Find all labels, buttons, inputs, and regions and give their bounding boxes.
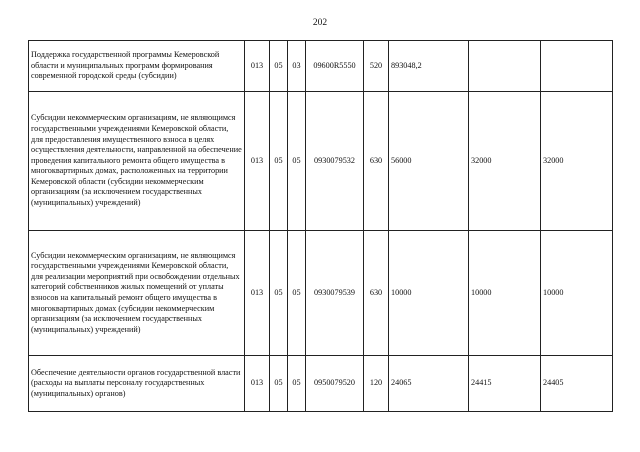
- table-row: [29, 231, 613, 356]
- sum-year-3: [541, 41, 613, 92]
- row-description: Поддержка государственной программы Кемеровской области и муниципальных программ формирования современной городской среды (субсидии): [29, 41, 245, 92]
- sum-year-3: 32000: [541, 92, 613, 231]
- expense-type-code: 120: [364, 356, 389, 412]
- ministry-code: 013: [245, 231, 270, 356]
- expense-type-code: 630: [364, 231, 389, 356]
- sum-year-2: 32000: [469, 92, 541, 231]
- table-row: [29, 41, 613, 92]
- section-code: 05: [270, 231, 288, 356]
- target-article-code: 0930079532: [306, 92, 364, 231]
- row-description: Обеспечение деятельности органов государственной власти (расходы на выплаты персоналу государственных (муниципальных) органов): [29, 356, 245, 412]
- subsection-code: 05: [288, 356, 306, 412]
- expense-type-code: 630: [364, 92, 389, 231]
- ministry-code: 013: [245, 92, 270, 231]
- section-code: 05: [270, 41, 288, 92]
- subsection-code: 03: [288, 41, 306, 92]
- subsection-code: 05: [288, 231, 306, 356]
- row-description: Субсидии некоммерческим организациям, не являющимся государственными учреждениями Кемеровской области, для предоставления имущественного взноса в целях осуществления деятельности, направленной на обеспечение проведения капитального ремонта общего имущества в многоквартирных домах, расположенных на территории Кемеровской области (субсидии некоммерческим организациям (за исключением государственных (муниципальных) учреждений): [29, 92, 245, 231]
- sum-year-1: 56000: [389, 92, 469, 231]
- subsection-code: 05: [288, 92, 306, 231]
- ministry-code: 013: [245, 356, 270, 412]
- table-row: [29, 356, 613, 412]
- sum-year-1: 893048,2: [389, 41, 469, 92]
- page-number: 202: [312, 18, 328, 28]
- sum-year-1: 10000: [389, 231, 469, 356]
- sum-year-2: [469, 41, 541, 92]
- table-row: [29, 92, 613, 231]
- sum-year-2: 10000: [469, 231, 541, 356]
- ministry-code: 013: [245, 41, 270, 92]
- target-article-code: 0950079520: [306, 356, 364, 412]
- sum-year-3: 10000: [541, 231, 613, 356]
- sum-year-2: 24415: [469, 356, 541, 412]
- sum-year-3: 24405: [541, 356, 613, 412]
- sum-year-1: 24065: [389, 356, 469, 412]
- expense-type-code: 520: [364, 41, 389, 92]
- target-article-code: 0930079539: [306, 231, 364, 356]
- target-article-code: 09600R5550: [306, 41, 364, 92]
- section-code: 05: [270, 356, 288, 412]
- section-code: 05: [270, 92, 288, 231]
- row-description: Субсидии некоммерческим организациям, не являющимся государственными учреждениями Кемеровской области, для реализации мероприятий при освобождении отдельных категорий собственников жилых помещений от уплаты взносов на капитальный ремонт общего имущества в многоквартирных домах (субсидии некоммерческим организациям (за исключением государственных (муниципальных) учреждений): [29, 231, 245, 356]
- budget-table: [28, 40, 613, 412]
